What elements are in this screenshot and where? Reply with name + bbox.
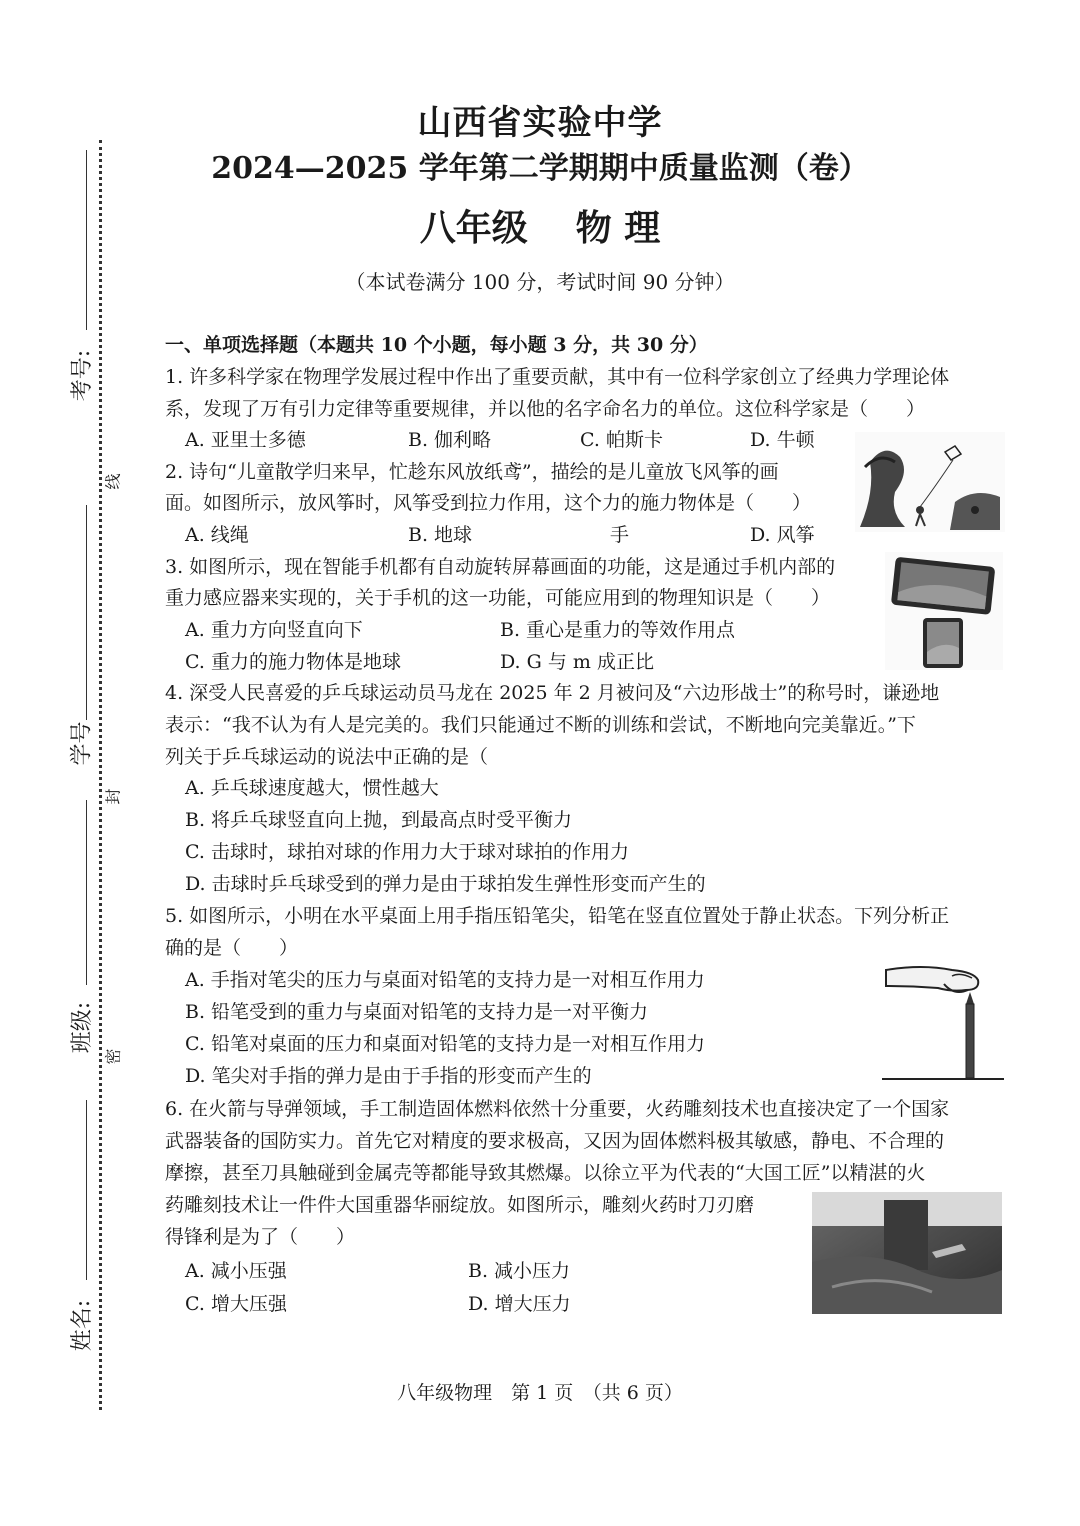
q4-option-d: D. 击球时乒乓球受到的弹力是由于球拍发生弹性形变而产生的 [185, 873, 706, 895]
q4-line2: 表示：“我不认为有人是完美的。我们只能通过不断的训练和尝试，不断地向完美靠近。”下 [165, 714, 916, 736]
q2-line1: 2. 诗句“儿童散学归来早，忙趁东风放纸鸢”，描绘的是儿童放飞风筝的画 [165, 461, 779, 483]
q5-option-c: C. 铅笔对桌面的压力和桌面对铅笔的支持力是一对相互作用力 [185, 1033, 705, 1055]
q2-option-c: 手 [610, 524, 630, 546]
q4-line3: 列关于乒乓球运动的说法中正确的是（ [165, 746, 489, 768]
q1-line2: 系，发现了万有引力定律等重要规律，并以他的名字命名力的单位。这位科学家是（ ） [165, 398, 926, 420]
student-no-label: 学号 [69, 721, 95, 766]
q3-line1: 3. 如图所示，现在智能手机都有自动旋转屏幕画面的功能，这是通过手机内部的 [165, 556, 836, 578]
q6-option-d: D. 增大压力 [468, 1293, 571, 1315]
phone-rotation-picture [885, 552, 1003, 670]
q2-line2: 面。如图所示，放风筝时，风筝受到拉力作用，这个力的施力物体是（ ） [165, 492, 812, 514]
q5-option-d: D. 笔尖对手指的弹力是由于手指的形变而产生的 [185, 1065, 592, 1087]
q4-option-a: A. 乒乓球速度越大，惯性越大 [185, 777, 439, 799]
grade-text: 八年级 [419, 207, 528, 249]
kite-picture [855, 432, 1005, 532]
q6-line4: 药雕刻技术让一件件大国重器华丽绽放。如图所示，雕刻火药时刀刃磨 [165, 1194, 755, 1216]
seal-line-mark: 线 [103, 473, 123, 490]
binding-dotted-line [99, 140, 102, 1410]
q6-line1: 6. 在火箭与导弹领域，手工制造固体燃料依然十分重要，火药雕刻技术也直接决定了一个国家 [165, 1098, 950, 1120]
propellant-carving-picture [812, 1192, 1002, 1314]
subject-text: 物 理 [575, 207, 661, 249]
q6-option-a: A. 减小压强 [185, 1260, 287, 1282]
name-label: 姓名: [70, 1299, 96, 1352]
q3-option-b: B. 重心是重力的等效作用点 [500, 619, 736, 641]
class-label: 班级: [70, 1001, 96, 1054]
seal-seal-mark: 封 [103, 788, 123, 805]
q5-option-b: B. 铅笔受到的重力与桌面对铅笔的支持力是一对平衡力 [185, 1001, 649, 1023]
class-blank [86, 800, 87, 985]
q1-option-d: D. 牛顿 [750, 429, 815, 451]
q2-option-b: B. 地球 [408, 524, 473, 546]
q3-line2: 重力感应器来实现的，关于手机的这一功能，可能应用到的物理知识是（ ） [165, 587, 831, 609]
section-heading: 一、单项选择题（本题共 10 个小题，每小题 3 分，共 30 分） [165, 334, 708, 356]
q2-option-d: D. 风筝 [750, 524, 815, 546]
q6-option-c: C. 增大压强 [185, 1293, 287, 1315]
q3-option-d: D. G 与 m 成正比 [500, 651, 654, 673]
q6-line5: 得锋利是为了（ ） [165, 1226, 356, 1248]
q3-option-a: A. 重力方向竖直向下 [185, 619, 363, 641]
finger-pencil-picture [882, 960, 1004, 1084]
student-no-blank [86, 505, 87, 720]
seal-secret-mark: 密 [103, 1048, 123, 1065]
q6-option-b: B. 减小压力 [468, 1260, 571, 1282]
name-blank [86, 1100, 87, 1280]
q4-option-c: C. 击球时，球拍对球的作用力大于球对球拍的作用力 [185, 841, 629, 863]
page-footer: 八年级物理 第 1 页 （共 6 页） [397, 1382, 683, 1404]
q5-line1: 5. 如图所示，小明在水平桌面上用手指压铅笔尖，铅笔在竖直位置处于静止状态。下列分析正 [165, 905, 950, 927]
q5-option-a: A. 手指对笔尖的压力与桌面对铅笔的支持力是一对相互作用力 [185, 969, 705, 991]
q6-line2: 武器装备的国防实力。首先它对精度的要求极高，又因为固体燃料极其敏感，静电、不合理的 [165, 1130, 945, 1152]
exam-no-label: 考号: [70, 349, 96, 402]
q1-option-c: C. 帕斯卡 [580, 429, 663, 451]
subject-title [0, 200, 1080, 251]
q5-line2: 确的是（ ） [165, 937, 299, 959]
q2-option-a: A. 线绳 [185, 524, 249, 546]
q1-option-a: A. 亚里士多德 [185, 429, 306, 451]
exam-note: （本试卷满分 100 分，考试时间 90 分钟） [345, 270, 735, 294]
q3-option-c: C. 重力的施力物体是地球 [185, 651, 401, 673]
q4-option-b: B. 将乒乓球竖直向上抛，到最高点时受平衡力 [185, 809, 573, 831]
exam-title: 2024—2025 学年第二学期期中质量监测（卷） [211, 151, 869, 186]
q1-line1: 1. 许多科学家在物理学发展过程中作出了重要贡献，其中有一位科学家创立了经典力学理论体 [165, 366, 950, 388]
q4-line1: 4. 深受人民喜爱的乒乓球运动员马龙在 2025 年 2 月被问及“六边形战士”的称号时，谦逊地 [165, 682, 940, 704]
q1-option-b: B. 伽利略 [408, 429, 492, 451]
q6-line3: 摩擦，甚至刀具触碰到金属壳等都能导致其燃爆。以徐立平为代表的“大国工匠”以精湛的火 [165, 1162, 926, 1184]
school-title: 山西省实验中学 [417, 103, 663, 143]
